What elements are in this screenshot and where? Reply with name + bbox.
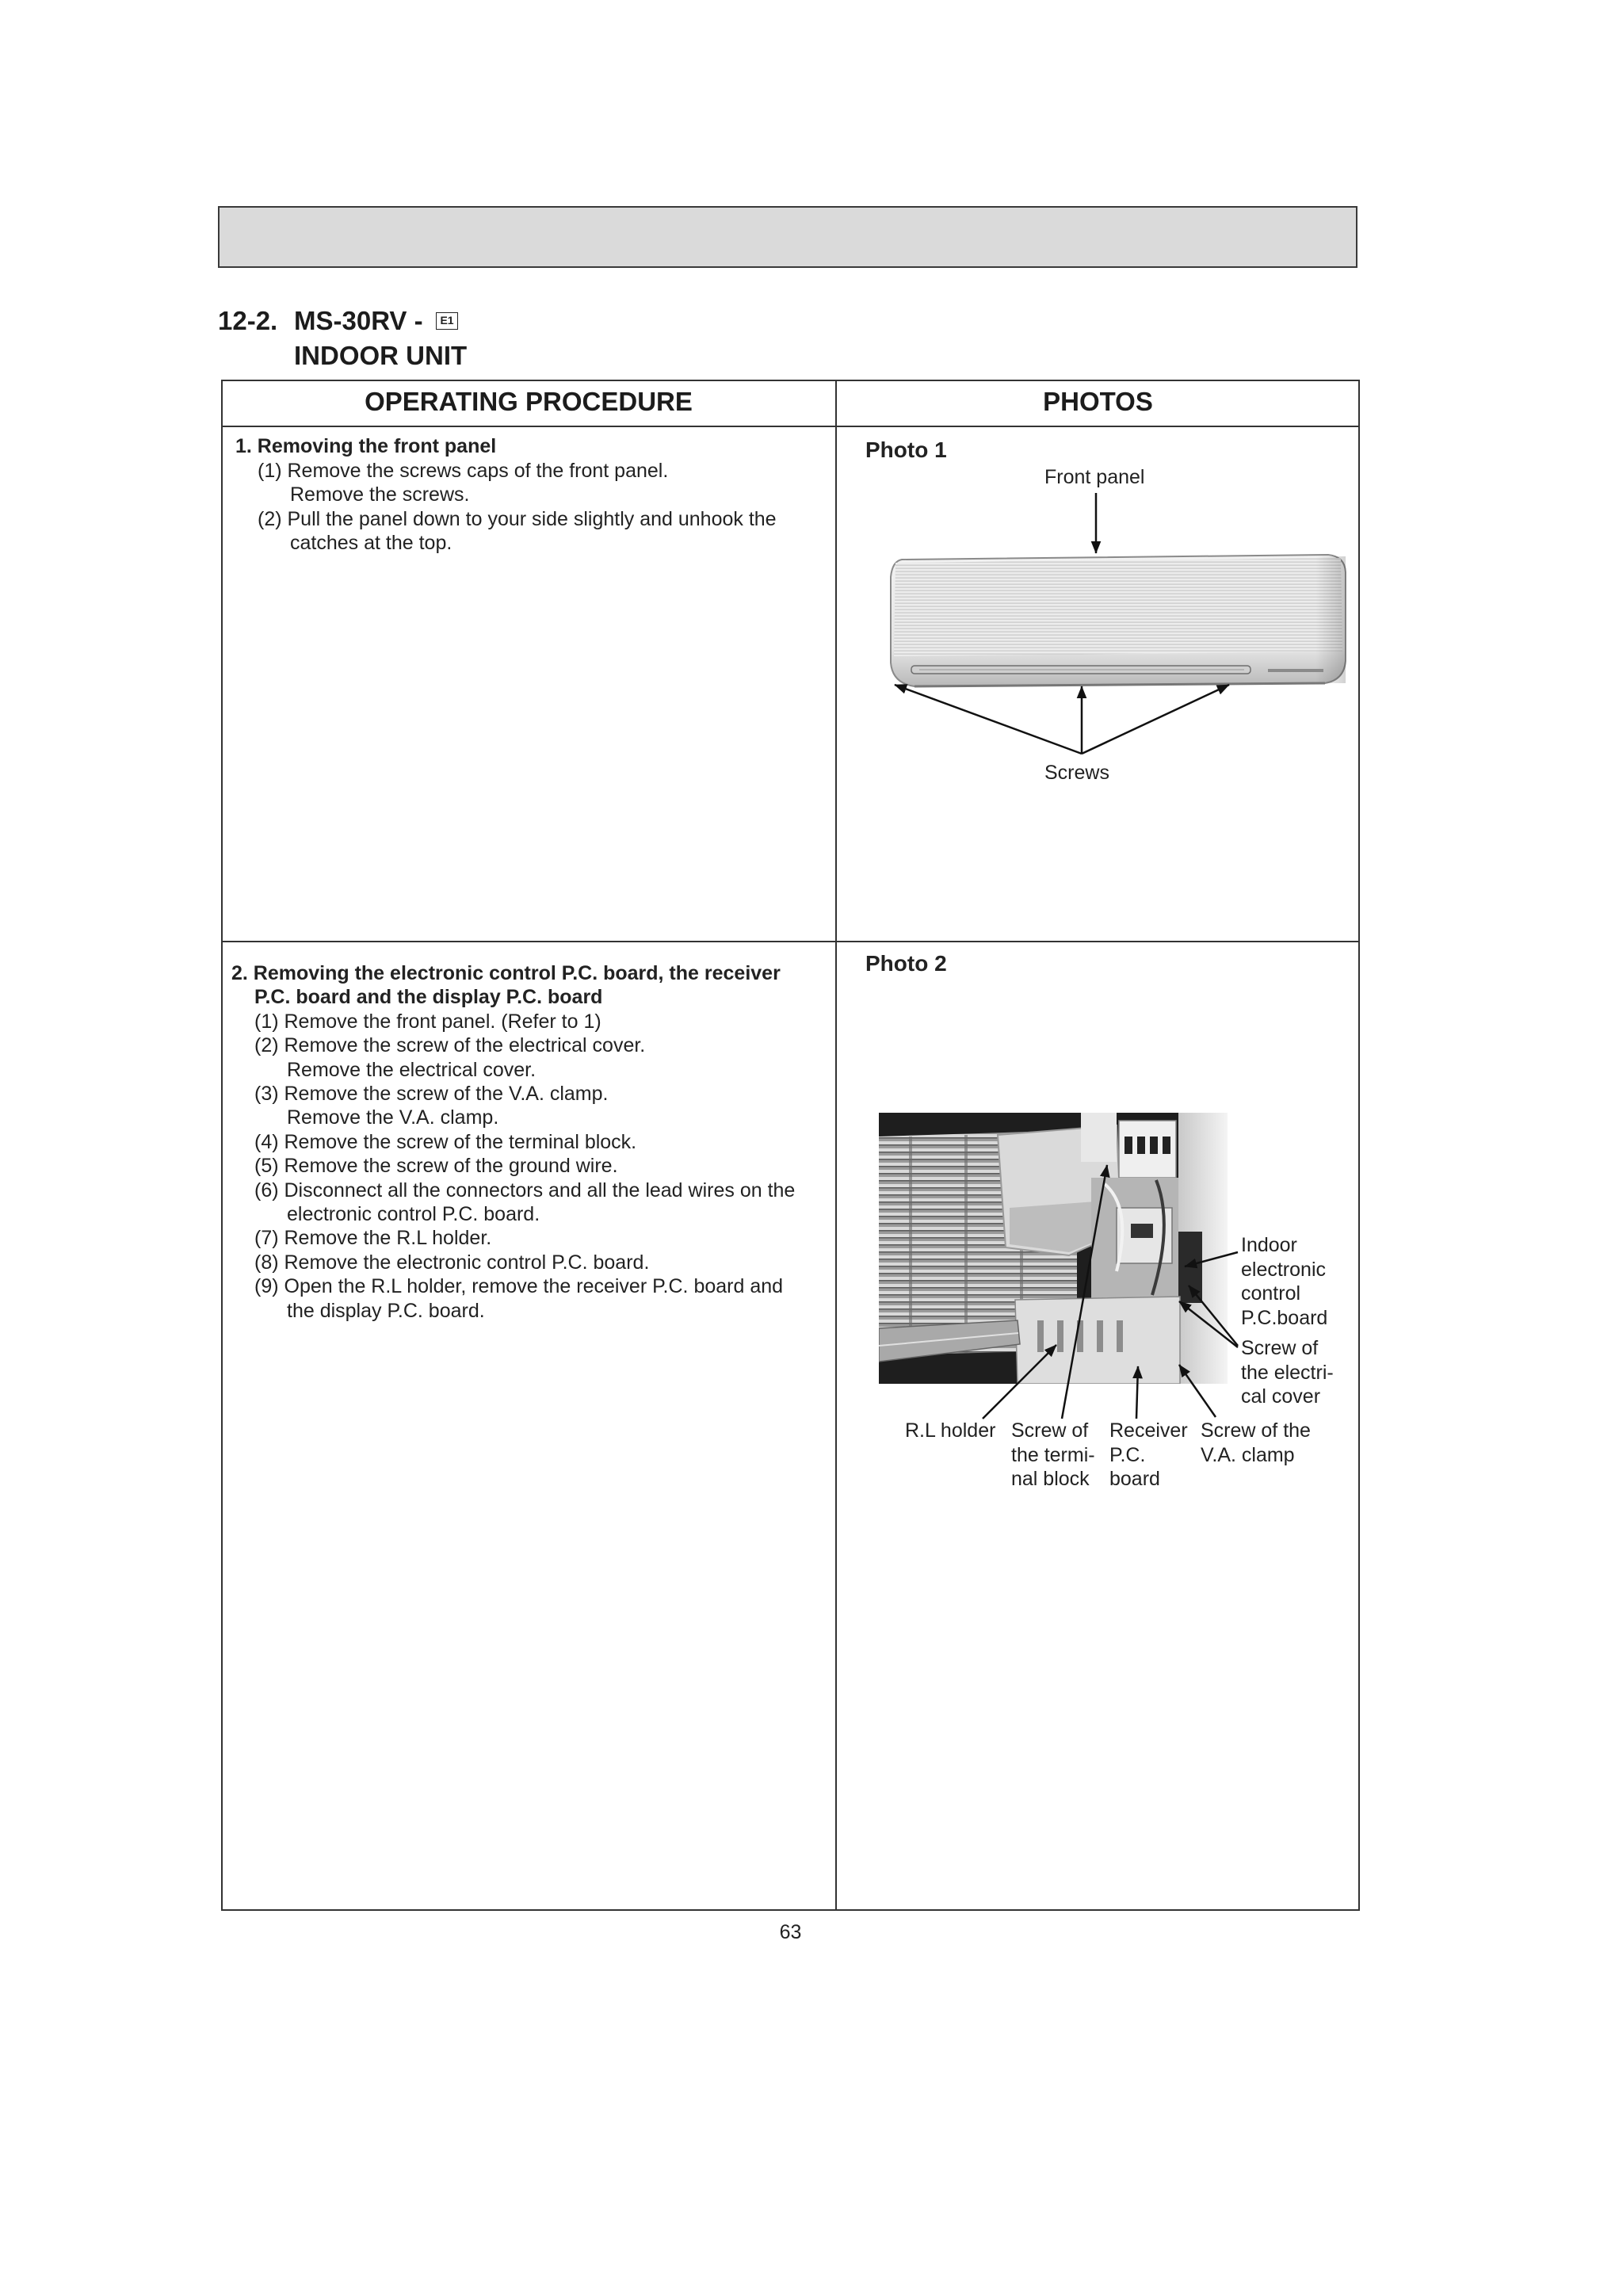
table-border-bottom <box>221 1909 1360 1911</box>
callout-line: Screw of <box>1011 1419 1089 1442</box>
callout-line: control <box>1241 1282 1301 1305</box>
table-border-left <box>221 380 223 1911</box>
callout-indoor-pcb <box>1241 1233 1327 1330</box>
procedure-line: (2) Remove the screw of the electrical cover. <box>254 1034 646 1057</box>
procedure-title: 1. Removing the front panel <box>235 435 497 457</box>
header-photos: PHOTOS <box>1043 387 1153 416</box>
procedure-1 <box>235 434 777 556</box>
photo-1-indoor-unit <box>888 550 1348 692</box>
callout-receiver-pcb <box>1109 1419 1188 1492</box>
callout-line: Screw of the <box>1201 1419 1311 1442</box>
procedure-2 <box>231 961 795 1323</box>
procedure-line: (5) Remove the screw of the ground wire. <box>254 1155 618 1178</box>
header-operating-procedure: OPERATING PROCEDURE <box>365 387 693 416</box>
procedure-line: (3) Remove the screw of the V.A. clamp. <box>254 1083 609 1106</box>
callout-line: R.L holder <box>905 1419 996 1442</box>
photo-2-opened-unit <box>879 1113 1228 1384</box>
callout-line: cal cover <box>1241 1385 1321 1408</box>
table-border-top <box>221 380 1360 381</box>
procedure-line: (1) Remove the front panel. (Refer to 1) <box>254 1010 601 1033</box>
procedure-line: (7) Remove the R.L holder. <box>254 1227 492 1250</box>
callout-screws: Screws <box>1044 762 1109 784</box>
procedure-line: (1) Remove the screws caps of the front panel. <box>258 459 669 482</box>
callout-line: nal block <box>1011 1468 1090 1490</box>
procedure-line: Remove the electrical cover. <box>287 1058 536 1081</box>
procedure-line: Remove the V.A. clamp. <box>287 1106 499 1129</box>
model-badge: E1 <box>436 312 458 330</box>
table-header-divider <box>221 426 1360 427</box>
page-number: 63 <box>779 1921 802 1943</box>
procedure-line: catches at the top. <box>290 532 452 554</box>
arrow-screw-right <box>1082 685 1229 754</box>
callout-screw-terminal-block <box>1011 1419 1095 1492</box>
callout-line: P.C. <box>1109 1443 1146 1466</box>
callout-line: electronic <box>1241 1258 1326 1281</box>
section-number: 12-2. <box>218 306 278 335</box>
callout-line: Indoor <box>1241 1234 1297 1256</box>
procedure-line: (4) Remove the screw of the terminal block. <box>254 1130 637 1153</box>
callout-line: the termi- <box>1011 1443 1095 1466</box>
callout-line: the electri- <box>1241 1361 1334 1384</box>
callout-line: board <box>1109 1468 1160 1490</box>
table-border-right <box>1358 380 1360 1911</box>
table-column-divider <box>835 380 837 1911</box>
procedure-line: electronic control P.C. board. <box>287 1203 540 1226</box>
procedure-line: Remove the screws. <box>290 483 470 506</box>
procedure-title: 2. Removing the electronic control P.C. board, the receiver <box>231 962 781 984</box>
photo-1-label: Photo 1 <box>865 437 947 462</box>
callout-line: Receiver <box>1109 1419 1188 1442</box>
header-bar <box>218 206 1357 268</box>
callout-screw-electrical-cover <box>1241 1336 1334 1409</box>
procedure-line: (6) Disconnect all the connectors and all the lead wires on the <box>254 1179 796 1201</box>
table-row-divider <box>221 941 1360 942</box>
arrow-screw-left <box>895 685 1082 754</box>
callout-line: P.C.board <box>1241 1306 1328 1329</box>
procedure-line: (2) Pull the panel down to your side slightly and unhook the <box>258 507 777 530</box>
procedure-title: P.C. board and the display P.C. board <box>254 986 603 1009</box>
callout-rl-holder <box>905 1419 995 1443</box>
model-name: MS-30RV - <box>294 306 423 335</box>
procedure-line: (9) Open the R.L holder, remove the receiver P.C. board and <box>254 1275 784 1298</box>
photo-2-label: Photo 2 <box>865 951 947 976</box>
callout-line: Screw of <box>1241 1337 1319 1359</box>
callout-line: V.A. clamp <box>1201 1443 1295 1466</box>
callout-front-panel: Front panel <box>1044 466 1145 488</box>
procedure-line: the display P.C. board. <box>287 1299 485 1322</box>
unit-title: INDOOR UNIT <box>294 341 468 370</box>
procedure-line: (8) Remove the electronic control P.C. board. <box>254 1251 650 1274</box>
callout-screw-va-clamp <box>1201 1419 1311 1467</box>
